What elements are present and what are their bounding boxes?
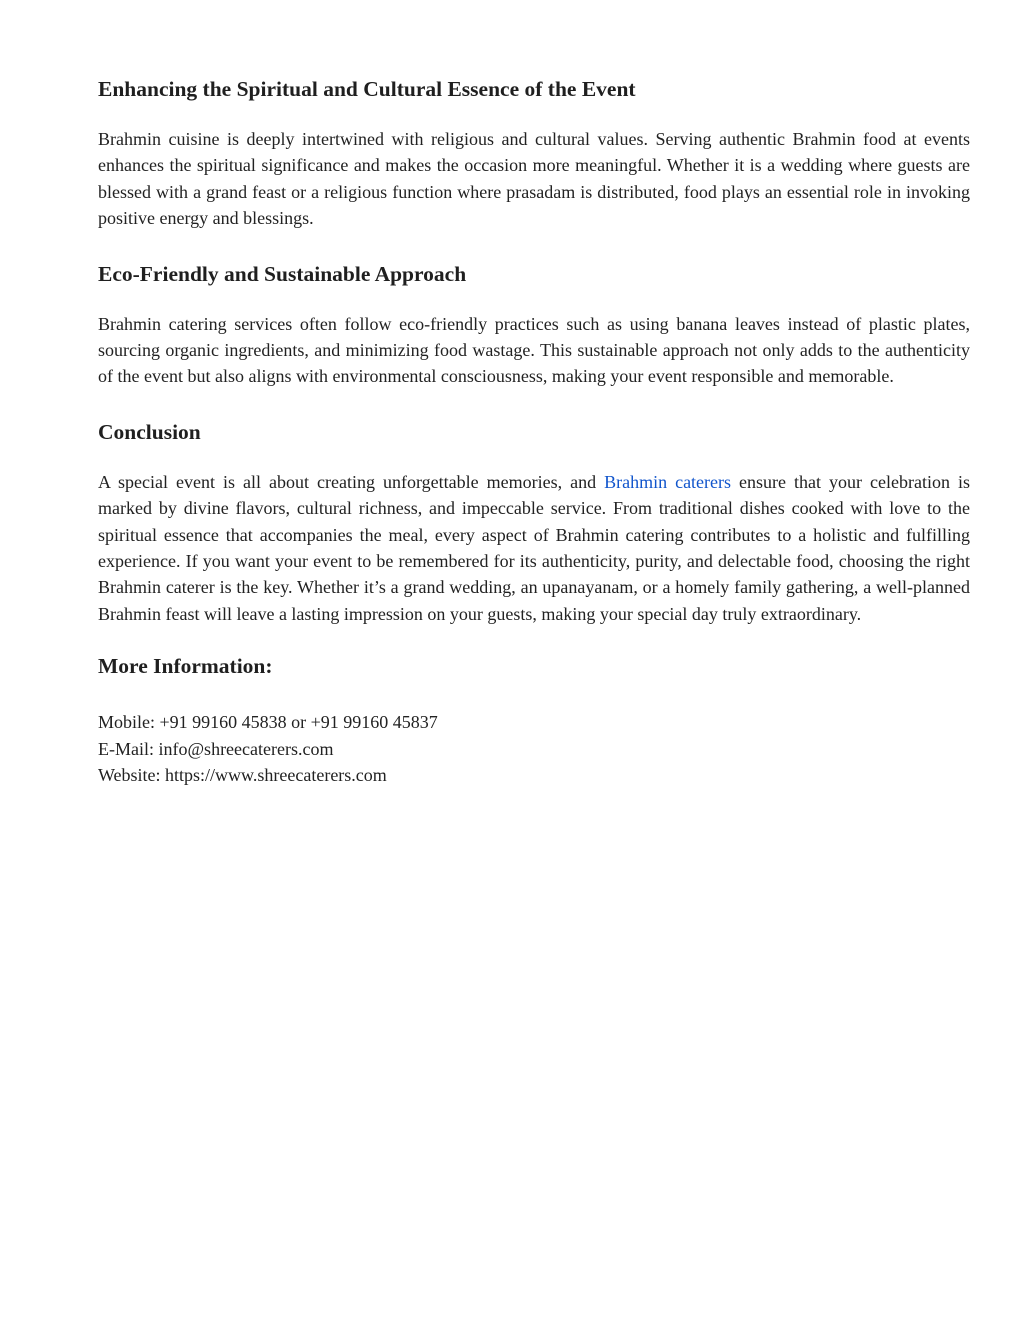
heading-more-information: More Information: <box>98 654 273 679</box>
section-more-information <box>98 651 970 788</box>
brahmin-caterers-link[interactable]: Brahmin caterers <box>604 471 732 492</box>
conclusion-text-end: ensure that your celebration is marked by divine flavors, cultural richness, and impeccable service. From traditional dishes cooked with love to the spiritual essence that accompanies the meal, every aspect of Brahmin catering contributes to a holistic and fulfilling experience. If you want your event to be remembered for its authenticity, purity, and delectable food, choosing the right Brahmin caterer is the key. Whether it’s a grand wedding, an upanayanam, or a homely family gathering, a well-planned Brahmin feast will leave a lasting impression on your guests, making your special day truly extraordinary. <box>98 471 970 624</box>
paragraph-conclusion <box>98 469 970 627</box>
section-eco-friendly <box>98 259 970 390</box>
section-conclusion <box>98 417 970 627</box>
conclusion-text-start: A special event is all about creating unforgettable memories, and <box>98 471 605 492</box>
email-line: E-Mail: info@shreecaterers.com <box>98 738 334 759</box>
heading-conclusion: Conclusion <box>98 419 201 444</box>
paragraph-spiritual: Brahmin cuisine is deeply intertwined with religious and cultural values. Serving authentic Brahmin food at events enhances the spiritual significance and makes the occasion more meaningful. Whether it is a wedding where guests are blessed with a grand feast or a religious function where prasadam is distributed, food plays an essential role in invoking positive energy and blessings. <box>98 129 970 229</box>
heading-spiritual: Enhancing the Spiritual and Cultural Essence of the Event <box>98 77 636 101</box>
website-line: Website: https://www.shreecaterers.com <box>98 765 387 786</box>
section-spiritual <box>98 74 970 232</box>
mobile-line: Mobile: +91 99160 45838 or +91 99160 45837 <box>98 712 438 733</box>
heading-eco-friendly: Eco-Friendly and Sustainable Approach <box>98 261 467 286</box>
paragraph-eco-friendly: Brahmin catering services often follow eco-friendly practices such as using banana leaves instead of plastic plates, sourcing organic ingredients, and minimizing food wastage. This sustainable approach not only adds to the authenticity of the event but also aligns with environmental consciousness, making your event responsible and memorable. <box>98 313 970 387</box>
